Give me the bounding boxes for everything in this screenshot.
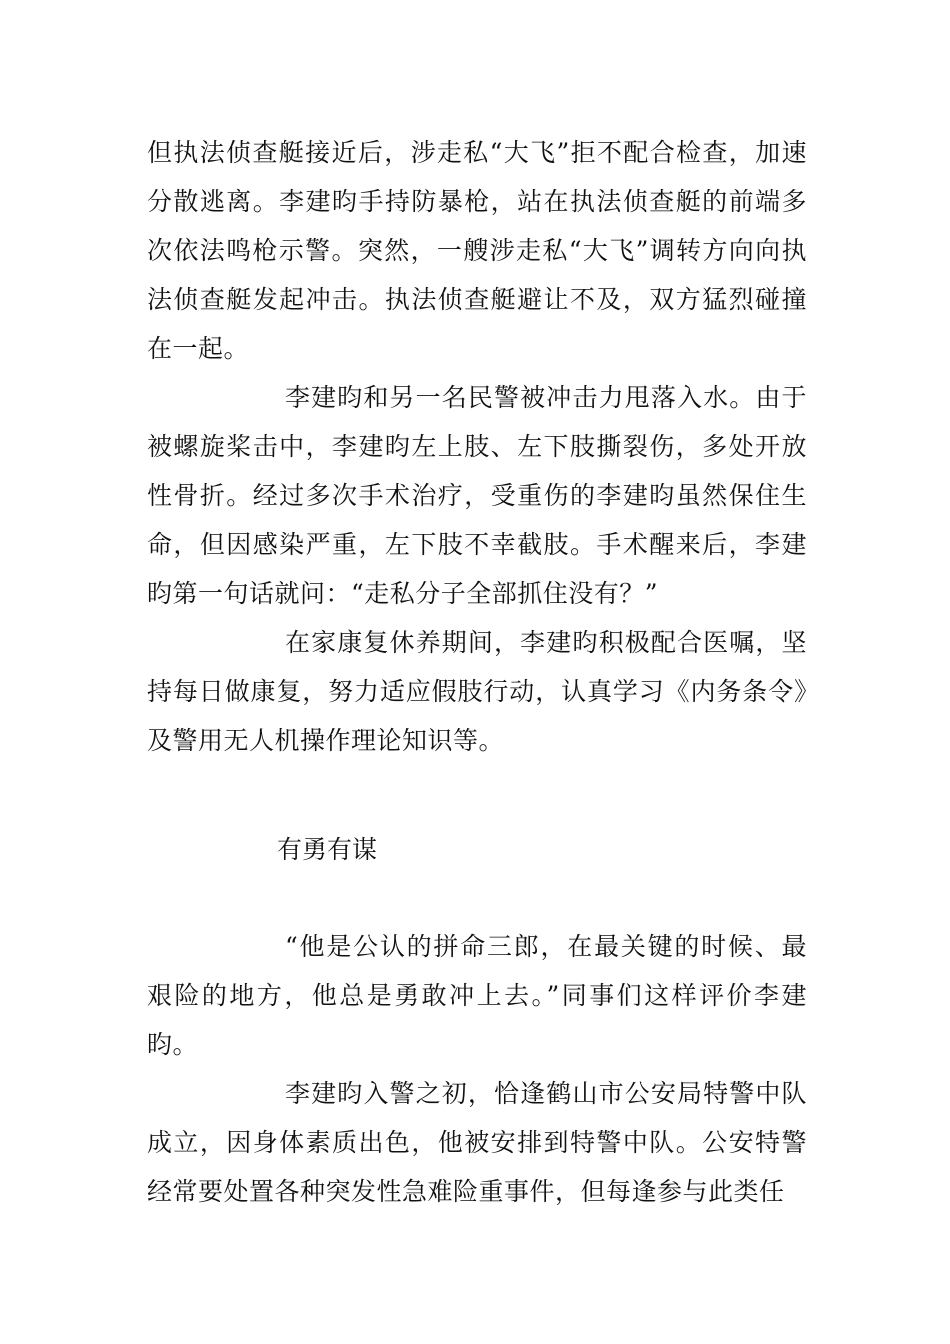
paragraph-colleague-quote: “他是公认的拼命三郎，在最关键的时候、最艰险的地方，他总是勇敢冲上去。”同事们这样评价李建昀。 bbox=[147, 932, 807, 1059]
paragraph-boat-collision: 但执法侦查艇接近后，涉走私“大飞”拒不配合检查，加速分散逃离。李建昀手持防暴枪，站在执法侦查艇的前端多次依法鸣枪示警。突然，一艘涉走私“大飞”调转方向向执法侦查艇发起冲击。执法侦查艇避让不及，双方猛烈碰撞在一起。 bbox=[147, 138, 807, 363]
paragraph-injury: 李建昀和另一名民警被冲击力甩落入水。由于被螺旋桨击中，李建昀左上肢、左下肢撕裂伤，多处开放性骨折。经过多次手术治疗，受重伤的李建昀虽然保住生命，但因感染严重，左下肢不幸截肢。手术醒来后，李建昀第一句话就问：“走私分子全部抓住没有？” bbox=[147, 383, 807, 608]
section-heading: 有勇有谋 bbox=[277, 835, 378, 864]
paragraph-recovery: 在家康复休养期间，李建昀积极配合医嘱，坚持每日做康复，努力适应假肢行动，认真学习《内务条令》及警用无人机操作理论知识等。 bbox=[147, 628, 807, 755]
body-text-bottom bbox=[147, 922, 807, 1216]
paragraph-swat-team: 李建昀入警之初，恰逢鹤山市公安局特警中队成立，因身体素质出色，他被安排到特警中队。公安特警经常要处置各种突发性急难险重事件，但每逢参与此类任 bbox=[147, 1079, 807, 1206]
body-text-top bbox=[147, 128, 807, 765]
